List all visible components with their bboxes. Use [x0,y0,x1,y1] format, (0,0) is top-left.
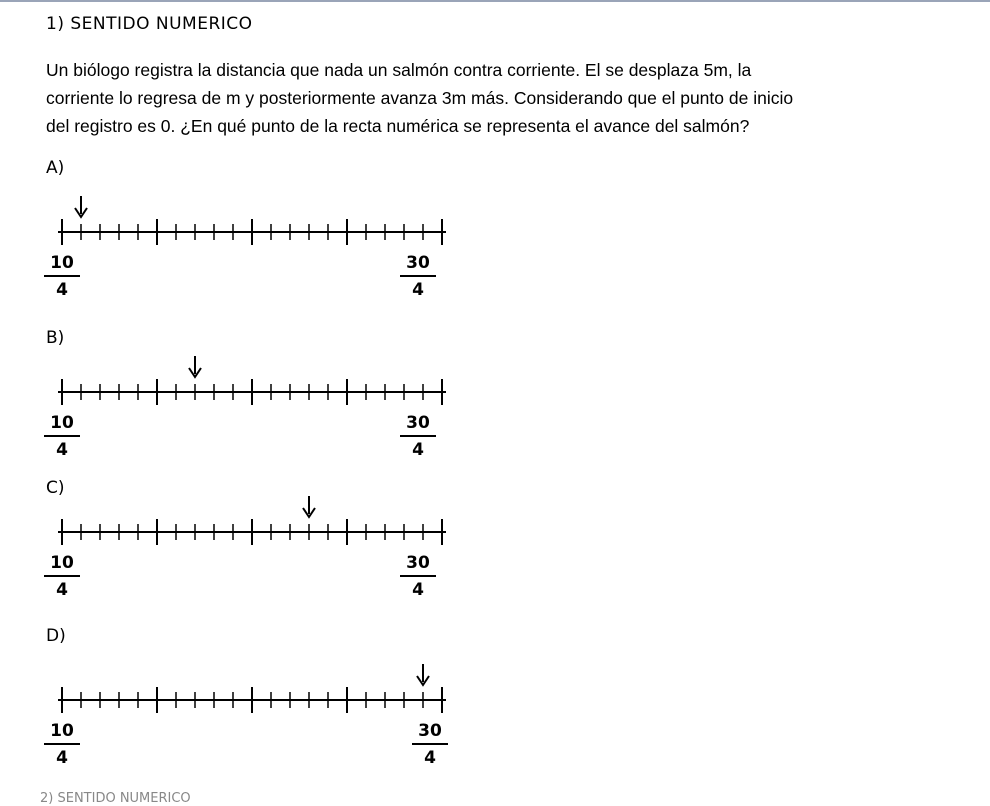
question-line: Un biólogo registra la distancia que nada un salmón contra corriente. El se desplaza 5m, la [46,60,752,80]
option-b-label[interactable]: B) [46,328,65,348]
fraction-right-d: 30 4 [408,720,452,769]
question-line: del registro es 0. ¿En qué punto de la recta numérica se representa el avance del salmón? [46,116,750,136]
top-border [0,0,990,2]
option-a-label[interactable]: A) [46,158,65,178]
question-line: corriente lo regresa de m y posteriormente avanza 3m más. Considerando que el punto de inicio [46,88,794,108]
fraction-left-c: 10 4 [40,552,84,601]
option-c-label[interactable]: C) [46,478,65,498]
number-line-b [40,350,450,410]
section-heading: 1) SENTIDO NUMERICO [46,14,253,34]
fraction-left-d: 10 4 [40,720,84,769]
fraction-left-a: 10 4 [40,252,84,301]
number-line-a [40,190,450,250]
fraction-right-a: 30 4 [396,252,440,301]
number-line-c [40,490,450,550]
next-heading-cut: 2) SENTIDO NUMERICO [40,791,191,806]
fraction-left-b: 10 4 [40,412,84,461]
option-d-label[interactable]: D) [46,626,66,646]
fraction-right-b: 30 4 [396,412,440,461]
question-text [46,56,926,140]
number-line-d [40,658,450,718]
fraction-right-c: 30 4 [396,552,440,601]
